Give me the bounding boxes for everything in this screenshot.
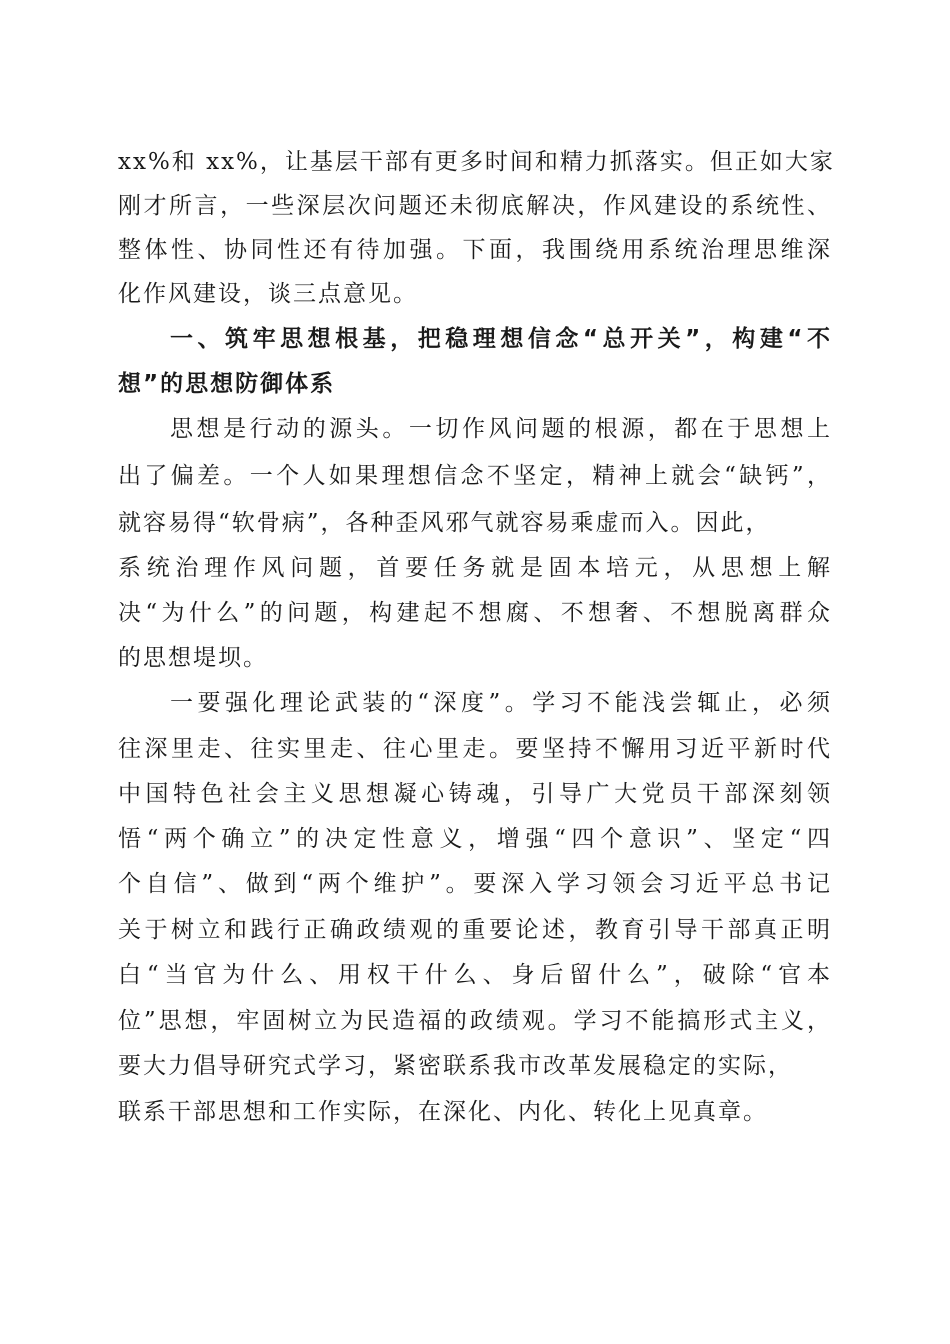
para1-line-2: 出了偏差。一个人如果理想信念不坚定，精神上就会“缺钙”，: [118, 463, 832, 489]
intro-line-1: xx%和 xx%，让基层干部有更多时间和精力抓落实。但正如大家: [118, 149, 835, 175]
intro-line-2: 刚才所言，一些深层次问题还未彻底解决，作风建设的系统性、: [118, 193, 832, 219]
para2-line-5: 个自信”、做到“两个维护”。要深入学习领会习近平总书记: [118, 871, 832, 897]
para2-line-1: 一要强化理论武装的“深度”。学习不能浅尝辄止，必须: [170, 690, 832, 716]
intro-line-3: 整体性、协同性还有待加强。下面，我围绕用系统治理思维深: [118, 237, 832, 263]
section-heading-line-2: 想”的思想防御体系: [118, 371, 336, 397]
para2-line-4: 悟“两个确立”的决定性意义，增强“四个意识”、坚定“四: [118, 826, 832, 852]
para1-line-4: 系统治理作风问题，首要任务就是固本培元，从思想上解: [118, 555, 832, 581]
para2-line-10: 联系干部思想和工作实际，在深化、内化、转化上见真章。: [118, 1099, 768, 1125]
para2-line-9: 要大力倡导研究式学习，紧密联系我市改革发展稳定的实际，: [118, 1053, 793, 1079]
para2-line-7: 白“当官为什么、用权干什么、身后留什么”，破除“官本: [118, 962, 832, 988]
para2-line-8: 位”思想，牢固树立为民造福的政绩观。学习不能搞形式主义，: [118, 1008, 832, 1034]
para2-line-2: 往深里走、往实里走、往心里走。要坚持不懈用习近平新时代: [118, 736, 832, 762]
para1-line-5: 决“为什么”的问题，构建起不想腐、不想奢、不想脱离群众: [118, 600, 832, 626]
para1-line-3: 就容易得“软骨病”，各种歪风邪气就容易乘虚而入。因此，: [118, 510, 771, 536]
para1-line-1: 思想是行动的源头。一切作风问题的根源，都在于思想上: [170, 416, 832, 442]
para2-line-3: 中国特色社会主义思想凝心铸魂，引导广大党员干部深刻领: [118, 781, 832, 807]
para2-line-6: 关于树立和践行正确政绩观的重要论述，教育引导干部真正明: [118, 917, 832, 943]
para1-line-6: 的思想堤坝。: [118, 645, 268, 671]
section-heading-line-1: 一、筑牢思想根基，把稳理想信念“总开关”，构建“不: [170, 326, 832, 352]
intro-line-4: 化作风建设，谈三点意见。: [118, 281, 418, 307]
